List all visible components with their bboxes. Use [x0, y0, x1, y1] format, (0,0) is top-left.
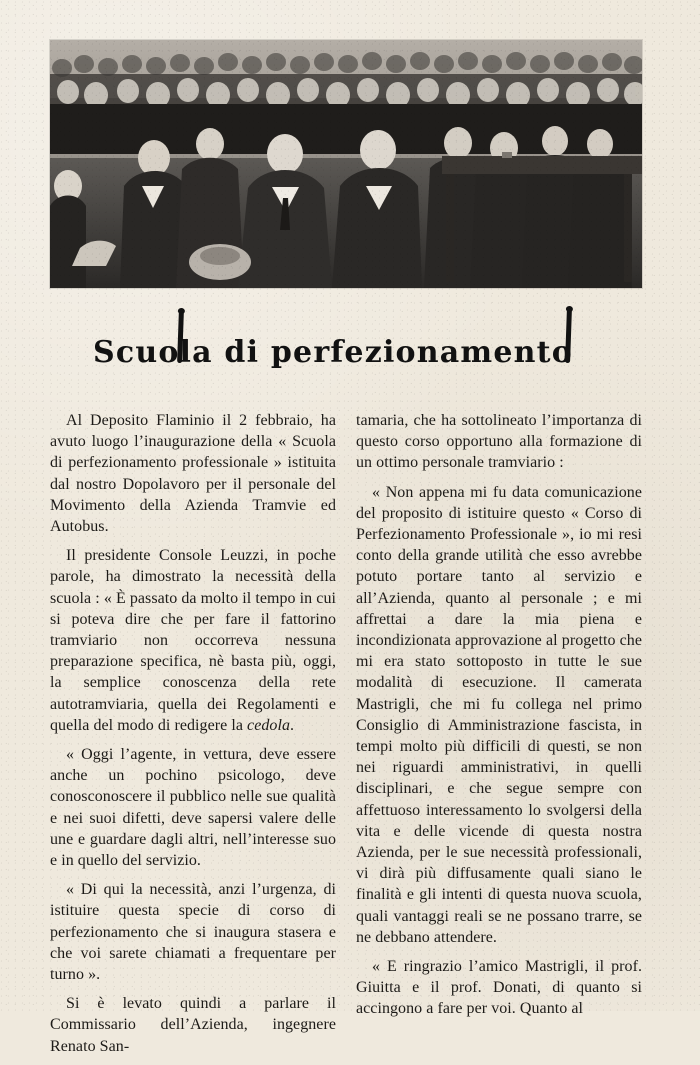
right-paragraph-1: tamaria, che ha sottolineato l’importanza di questo corso opportuno alla formazione di un ottimo personale tramviario :	[356, 412, 642, 472]
left-paragraph-2	[50, 545, 336, 736]
left-paragraph-2-text: Il presidente Console Leuzzi, in poche parole, ha dimostrato la necessità della scuola : « È passato da molto il tempo in cui si poteva dire che per fare il fattorino tramviario non occorreva nessuna preparazione specifica, nè basta più, oggi, la semplice conoscenza della rete autotramviaria, quella dei Regolamenti e quella del modo di redigere la	[50, 547, 336, 734]
article-title-block	[0, 304, 700, 376]
article-title: Scuola di perfezionamento	[93, 335, 573, 370]
left-paragraph-4: « Di qui la necessità, anzi l’urgenza, di istituire questa specie di corso di perfezionamento che si inaugura stasera e che voi sarete chiamati a frequentare per turno ».	[50, 881, 336, 984]
left-paragraph-2-end: .	[290, 716, 295, 734]
left-column	[50, 410, 336, 1065]
left-paragraph-5: Si è levato quindi a parlare il Commissario dell’Azienda, ingegnere Renato San-	[50, 995, 336, 1055]
cedola-text: cedola	[247, 716, 290, 734]
audience-photo	[50, 40, 642, 288]
right-paragraph-2: « Non appena mi fu data comunicazione del proposito di istituire questo « Corso di Perfezionamento Professionale », io mi resi conto della grande utilità che esso avrebbe potuto portare tanto al servizio e all’Azienda, quanto al personale ; e mi affrettai a dare la mia piena e incondizionata approvazione al progetto che mi era stato sottoposto in tutte le sue modalità di esecuzione. Il camerata Mastrigli, che mi fu collega nel primo Consiglio di Amministrazione fascista, in tempi molto più difficili di questi, se non nei riguardi amministrativi, in quelli disciplinari, e che segue sempre con affettuoso interessamento lo svolgersi della vita e delle vicende di questa nostra Azienda, per le sue necessità professionali, vi dirà più diffusamente quali siano le finalità e gli intenti di questa nuova scuola, quali vantaggi reali se ne possano trarre, se ne debbano attendere.	[356, 483, 642, 946]
left-paragraph-1: Al Deposito Flaminio il 2 febbraio, ha avuto luogo l’inaugurazione della « Scuola di perfezionamento professionale » istituita dal nostro Dopolavoro per il personale del Movimento della Azienda Tramvie ed Autobus.	[50, 412, 336, 536]
right-column	[356, 410, 642, 1028]
right-paragraph-3: « E ringrazio l’amico Mastrigli, il prof. Giuitta e il prof. Donati, di quanto si accingono a fare per voi. Quanto al	[356, 958, 642, 1018]
left-paragraph-3: « Oggi l’agente, in vettura, deve essere anche un pochino psicologo, deve conosconoscere il pubblico nelle sue qualità e nei suoi difetti, deve sapersi valere delle une e guardare dagli altri, nell’interesse suo e in quello del servizio.	[50, 746, 336, 870]
